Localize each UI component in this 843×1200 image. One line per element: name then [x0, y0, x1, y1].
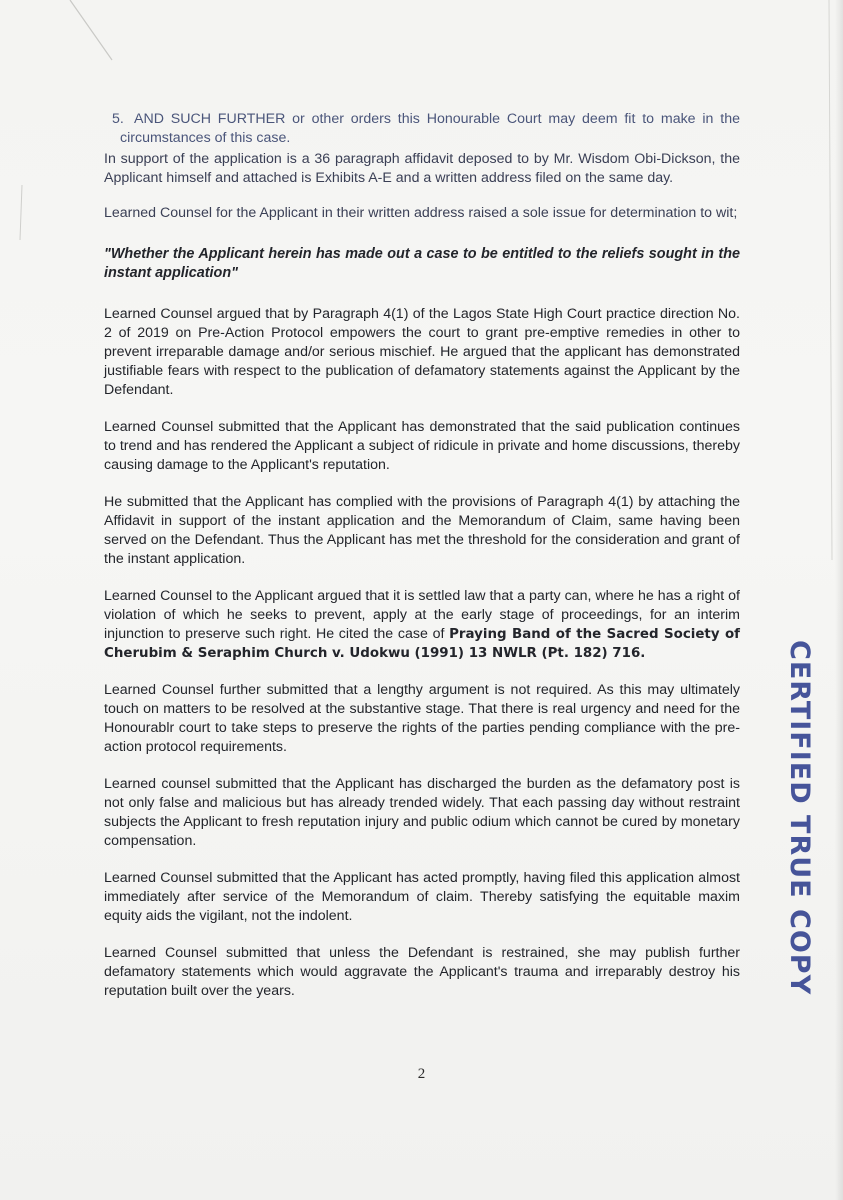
- item-number: 5.: [112, 111, 124, 127]
- page-number: 2: [417, 1066, 426, 1082]
- certified-true-copy-stamp: [765, 640, 835, 996]
- paragraph-with-citation: [104, 587, 740, 663]
- paragraph: Learned Counsel argued that by Paragraph 4(1) of the Lagos State High Court practice direction No. 2 of 2019 on Pre-Action Protocol empowers the court to grant pre-emptive remedies in other to prevent irreparable damage and/or serious mischief. He argued that the applicant has demonstrated justifiable fears with respect to the publication of defamatory statements against the Applicant by the Defendant.: [104, 306, 740, 398]
- paragraph: He submitted that the Applicant has complied with the provisions of Paragraph 4(1) by attaching the Affidavit in support of the instant application and the Memorandum of Claim, same having been served on the Defendant. Thus the Applicant has met the threshold for the consideration and grant of the instant application.: [104, 494, 740, 567]
- case-citation: Praying Band of the Sacred Society of Cherubim & Seraphim Church v. Udokwu (1991) 13 NWLR (Pt. 182) 716.: [104, 627, 740, 661]
- paragraph: Learned Counsel further submitted that a lengthy argument is not required. As this may ultimately touch on matters to be resolved at the substantive stage. That there is real urgency and need for the Honourablr court to take steps to preserve the rights of the parties pending compliance with the pre-action protocol requirements.: [104, 682, 740, 755]
- paragraph: Learned Counsel submitted that unless the Defendant is restrained, she may publish further defamatory statements which would aggravate the Applicant's trauma and irreparably destroy his reputation built over the years.: [104, 945, 740, 999]
- paragraph-text: Learned Counsel to the Applicant argued that it is settled law that a party can, where he has a right of violation of which he seeks to prevent, apply at the early stage of proceedings, for an interim injunction to preserve such right. He cited the case of: [104, 588, 740, 642]
- page-edge-shadow: [835, 0, 843, 1200]
- paragraph: Learned Counsel for the Applicant in their written address raised a sole issue for determination to wit;: [104, 205, 738, 221]
- paragraph: Learned Counsel submitted that the Applicant has demonstrated that the said publication continues to trend and has rendered the Applicant a subject of ridicule in private and home discussions, thereby causing damage to the Applicant's reputation.: [104, 419, 740, 473]
- order-item-5: [104, 110, 740, 148]
- stamp-text: CERTIFIED TRUE COPY: [784, 640, 815, 996]
- paragraph: In support of the application is a 36 paragraph affidavit deposed to by Mr. Wisdom Obi-Dickson, the Applicant himself and attached is Exhibits A-E and a written address filed on the same day.: [104, 151, 740, 186]
- issue-for-determination: "Whether the Applicant herein has made out a case to be entitled to the reliefs sought in the instant application": [104, 246, 740, 281]
- item-text: AND SUCH FURTHER or other orders this Honourable Court may deem fit to make in the circumstances of this case.: [120, 111, 740, 146]
- document-body: [104, 110, 740, 1019]
- paragraph: Learned counsel submitted that the Applicant has discharged the burden as the defamatory post is not only false and malicious but has already trended widely. That each passing day without restraint subjects the Applicant to fresh reputation injury and public odium which cannot be cured by monetary compensation.: [104, 776, 740, 849]
- paragraph: Learned Counsel submitted that the Applicant has acted promptly, having filed this application almost immediately after service of the Memorandum of claim. Thereby satisfying the equitable maxim equity aids the vigilant, not the indolent.: [104, 870, 740, 924]
